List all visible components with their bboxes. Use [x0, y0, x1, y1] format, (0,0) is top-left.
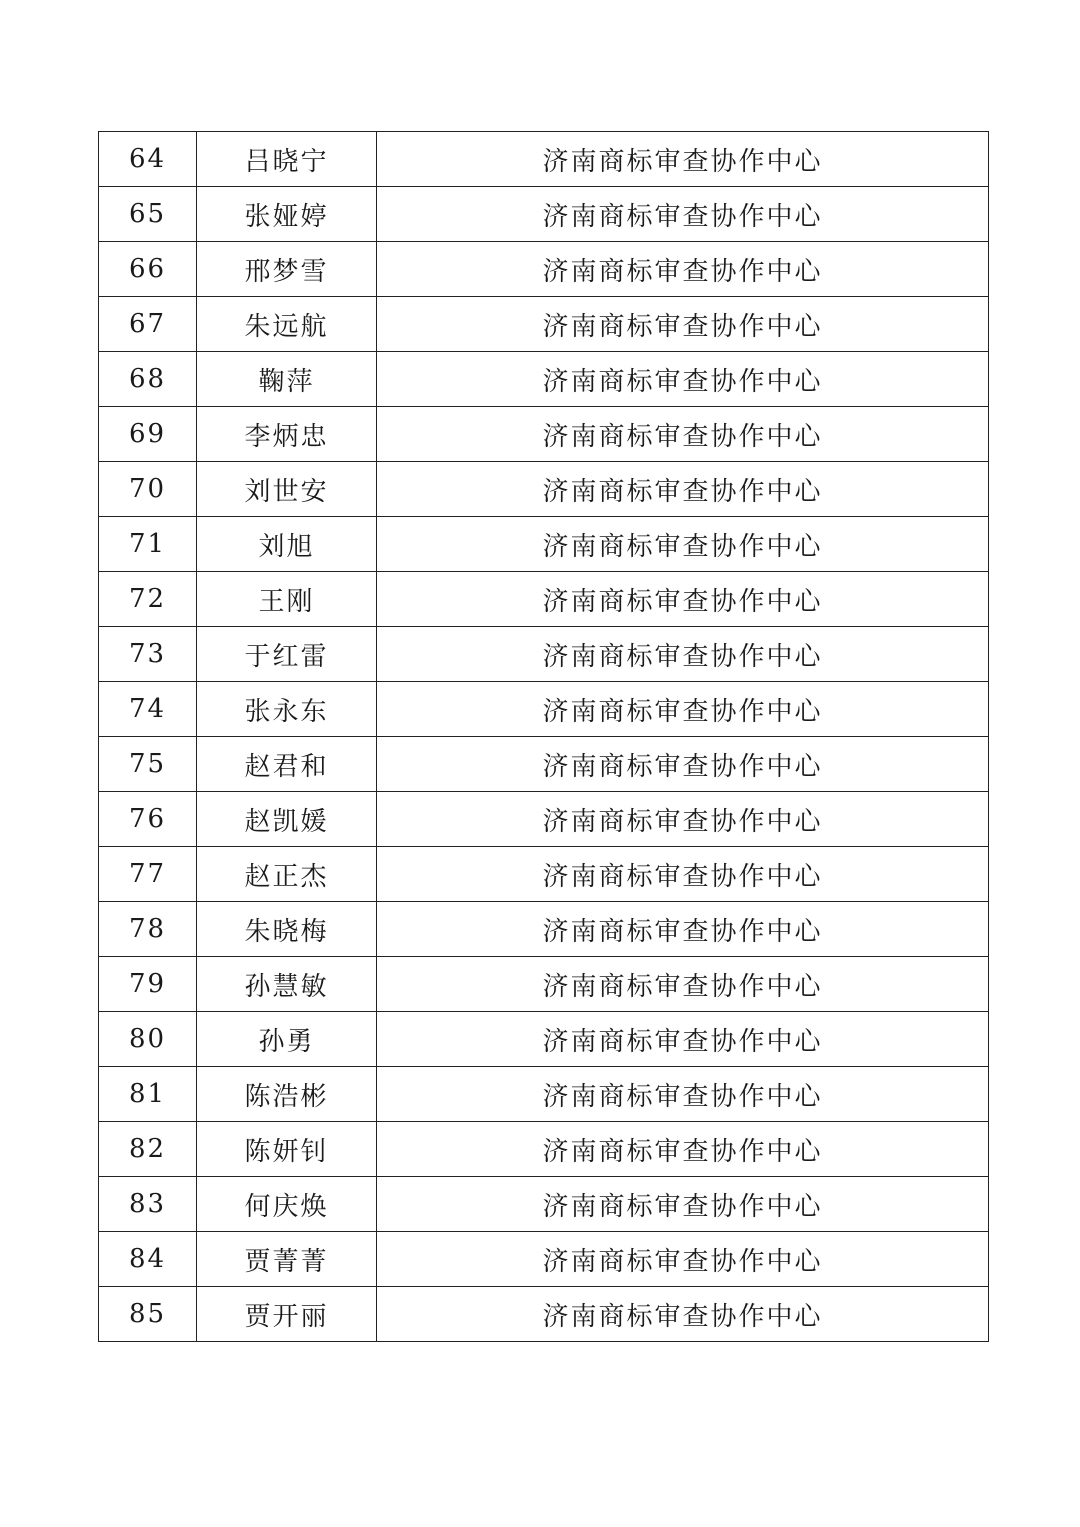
row-number-cell: 82	[99, 1122, 197, 1177]
name-cell: 贾菁菁	[197, 1232, 377, 1287]
row-number-cell: 83	[99, 1177, 197, 1232]
row-number-cell: 80	[99, 1012, 197, 1067]
name-cell: 贾开丽	[197, 1287, 377, 1342]
organization-cell: 济南商标审查协作中心	[377, 517, 989, 572]
row-number-cell: 85	[99, 1287, 197, 1342]
row-number-cell: 76	[99, 792, 197, 847]
name-cell: 朱晓梅	[197, 902, 377, 957]
name-cell: 孙慧敏	[197, 957, 377, 1012]
table-row	[99, 297, 989, 352]
organization-cell: 济南商标审查协作中心	[377, 132, 989, 187]
table-row	[99, 902, 989, 957]
table-row	[99, 1287, 989, 1342]
organization-cell: 济南商标审查协作中心	[377, 737, 989, 792]
organization-cell: 济南商标审查协作中心	[377, 1122, 989, 1177]
row-number-cell: 68	[99, 352, 197, 407]
table-row	[99, 682, 989, 737]
name-cell: 陈妍钊	[197, 1122, 377, 1177]
name-cell: 陈浩彬	[197, 1067, 377, 1122]
name-cell: 于红雷	[197, 627, 377, 682]
organization-cell: 济南商标审查协作中心	[377, 1067, 989, 1122]
row-number-cell: 78	[99, 902, 197, 957]
row-number-cell: 72	[99, 572, 197, 627]
name-cell: 邢梦雪	[197, 242, 377, 297]
organization-cell: 济南商标审查协作中心	[377, 627, 989, 682]
table-row	[99, 1012, 989, 1067]
row-number-cell: 79	[99, 957, 197, 1012]
organization-cell: 济南商标审查协作中心	[377, 792, 989, 847]
row-number-cell: 65	[99, 187, 197, 242]
table-row	[99, 352, 989, 407]
organization-cell: 济南商标审查协作中心	[377, 682, 989, 737]
organization-cell: 济南商标审查协作中心	[377, 1012, 989, 1067]
row-number-cell: 81	[99, 1067, 197, 1122]
table-row	[99, 407, 989, 462]
roster-table-body	[99, 132, 989, 1342]
name-cell: 吕晓宁	[197, 132, 377, 187]
organization-cell: 济南商标审查协作中心	[377, 187, 989, 242]
name-cell: 李炳忠	[197, 407, 377, 462]
table-row	[99, 1067, 989, 1122]
name-cell: 赵君和	[197, 737, 377, 792]
organization-cell: 济南商标审查协作中心	[377, 902, 989, 957]
name-cell: 张永东	[197, 682, 377, 737]
organization-cell: 济南商标审查协作中心	[377, 1232, 989, 1287]
row-number-cell: 66	[99, 242, 197, 297]
row-number-cell: 71	[99, 517, 197, 572]
table-row	[99, 187, 989, 242]
row-number-cell: 75	[99, 737, 197, 792]
row-number-cell: 73	[99, 627, 197, 682]
row-number-cell: 84	[99, 1232, 197, 1287]
table-row	[99, 1122, 989, 1177]
name-cell: 刘世安	[197, 462, 377, 517]
row-number-cell: 64	[99, 132, 197, 187]
table-row	[99, 792, 989, 847]
organization-cell: 济南商标审查协作中心	[377, 847, 989, 902]
organization-cell: 济南商标审查协作中心	[377, 242, 989, 297]
row-number-cell: 77	[99, 847, 197, 902]
table-row	[99, 1177, 989, 1232]
name-cell: 赵凯媛	[197, 792, 377, 847]
table-row	[99, 957, 989, 1012]
table-row	[99, 1232, 989, 1287]
organization-cell: 济南商标审查协作中心	[377, 572, 989, 627]
organization-cell: 济南商标审查协作中心	[377, 957, 989, 1012]
roster-table	[98, 131, 989, 1342]
table-row	[99, 847, 989, 902]
table-row	[99, 517, 989, 572]
row-number-cell: 67	[99, 297, 197, 352]
organization-cell: 济南商标审查协作中心	[377, 407, 989, 462]
name-cell: 赵正杰	[197, 847, 377, 902]
name-cell: 刘旭	[197, 517, 377, 572]
name-cell: 王刚	[197, 572, 377, 627]
organization-cell: 济南商标审查协作中心	[377, 297, 989, 352]
row-number-cell: 74	[99, 682, 197, 737]
table-row	[99, 132, 989, 187]
name-cell: 何庆焕	[197, 1177, 377, 1232]
organization-cell: 济南商标审查协作中心	[377, 462, 989, 517]
name-cell: 张娅婷	[197, 187, 377, 242]
organization-cell: 济南商标审查协作中心	[377, 1287, 989, 1342]
name-cell: 鞠萍	[197, 352, 377, 407]
table-row	[99, 242, 989, 297]
row-number-cell: 69	[99, 407, 197, 462]
table-row	[99, 572, 989, 627]
organization-cell: 济南商标审查协作中心	[377, 1177, 989, 1232]
name-cell: 孙勇	[197, 1012, 377, 1067]
row-number-cell: 70	[99, 462, 197, 517]
table-row	[99, 737, 989, 792]
organization-cell: 济南商标审查协作中心	[377, 352, 989, 407]
table-row	[99, 462, 989, 517]
table-row	[99, 627, 989, 682]
name-cell: 朱远航	[197, 297, 377, 352]
